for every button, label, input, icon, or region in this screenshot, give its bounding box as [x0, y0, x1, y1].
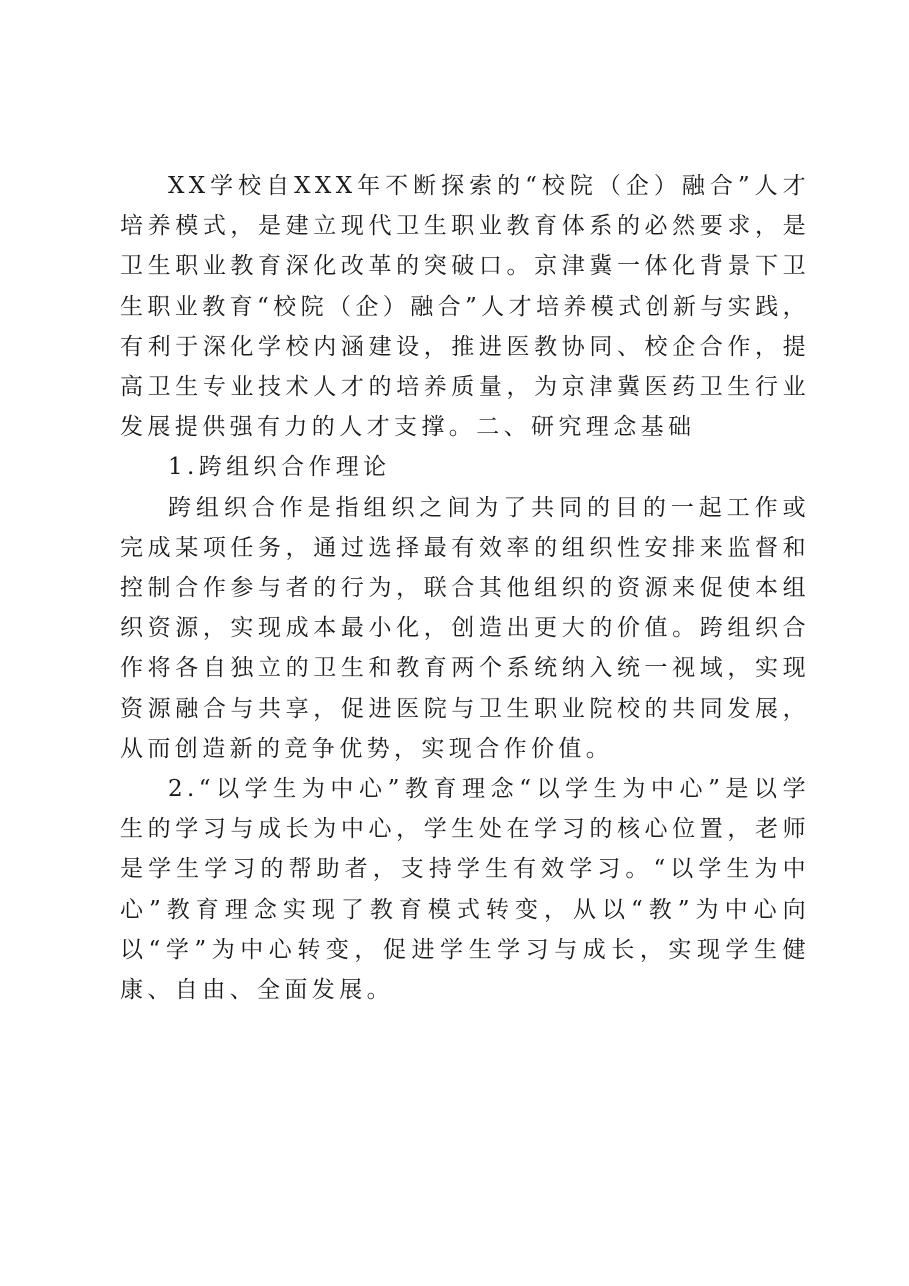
document-body [120, 166, 810, 1010]
paragraph-intro: XX学校自XXX年不断探索的“校院（企）融合”人才培养模式，是建立现代卫生职业教育体系的必然要求，是卫生职业教育深化改革的突破口。京津冀一体化背景下卫生职业教育“校院（企）融合”人才培养模式创新与实践，有利于深化学校内涵建设，推进医教协同、校企合作，提高卫生专业技术人才的培养质量，为京津冀医药卫生行业发展提供强有力的人才支撑。二、研究理念基础 [120, 173, 810, 441]
paragraph-student-centered: 2.“以学生为中心”教育理念“以学生为中心”是以学生的学习与成长为中心，学生处在学习的核心位置，老师是学生学习的帮助者，支持学生有效学习。“以学生为中心”教育理念实现了教育模式转变，从以“教”为中心向以“学”为中心转变，促进学生学习与成长，实现学生健康、自由、全面发展。 [120, 776, 810, 1004]
paragraph-cross-org-theory: 跨组织合作是指组织之间为了共同的目的一起工作或完成某项任务，通过选择最有效率的组织性安排来监督和控制合作参与者的行为，联合其他组织的资源来促使本组织资源，实现成本最小化，创造出更大的价值。跨组织合作将各自独立的卫生和教育两个系统纳入统一视域，实现资源融合与共享，促进医院与卫生职业院校的共同发展，从而创造新的竞争优势，实现合作价值。 [120, 494, 810, 762]
heading-cross-org-theory: 1.跨组织合作理论 [168, 454, 391, 481]
